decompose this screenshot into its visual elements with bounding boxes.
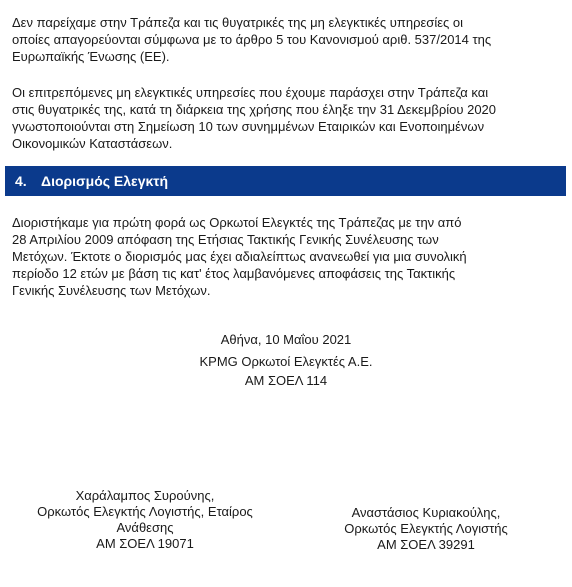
paragraph-non-audit-services: [12, 14, 564, 65]
text-line: 28 Απριλίου 2009 απόφαση της Ετήσιας Τακτικής Γενικής Συνέλευσης των: [12, 232, 439, 247]
signatory-registration: ΑΜ ΣΟΕΛ 19071: [96, 536, 194, 551]
paragraph-auditor-appointment: [12, 214, 564, 299]
section-title: Διορισμός Ελεγκτή: [41, 173, 169, 189]
text-line: στις θυγατρικές της, κατά τη διάρκεια της χρήσης που έληξε την 31 Δεκεμβρίου 2020: [12, 102, 497, 117]
signatory-name: Αναστάσιος Κυριακούλης,: [351, 505, 501, 520]
signature-block-right: [322, 505, 530, 553]
text-line: γνωστοποιούνται στη Σημείωση 10 των συνημμένων Εταιρικών και Ενοποιημένων: [12, 119, 485, 134]
signatory-registration: ΑΜ ΣΟΕΛ 39291: [377, 537, 475, 552]
signatory-title: Ορκωτός Ελεγκτής Λογιστής, Εταίρος: [37, 504, 253, 519]
text-line: Οι επιτρεπόμενες μη ελεγκτικές υπηρεσίες που έχουμε παράσχει στην Τράπεζα και: [12, 85, 489, 100]
text-line: Διοριστήκαμε για πρώτη φορά ως Ορκωτοί Ελεγκτές της Τράπεζας με την από: [12, 215, 462, 230]
signatory-title: Ορκωτός Ελεγκτής Λογιστής: [344, 521, 508, 536]
text-line: Οικονομικών Καταστάσεων.: [12, 136, 173, 151]
text-line: περίοδο 12 ετών με βάση τις κατ' έτος λαμβανόμενες αποφάσεις της Τακτικής: [12, 266, 456, 281]
place-and-date: Αθήνα, 10 Μαΐου 2021: [220, 332, 352, 347]
text-line: Γενικής Συνέλευσης των Μετόχων.: [12, 283, 211, 298]
text-line: Μετόχων. Έκτοτε ο διορισμός μας έχει αδιαλείπτως ανανεωθεί για μια συνολική: [12, 249, 467, 264]
audit-firm-block: [0, 352, 572, 390]
signatory-title: Ανάθεσης: [116, 520, 174, 535]
paragraph-permitted-services: [12, 84, 564, 152]
text-line: οποίες απαγορεύονται σύμφωνα με το άρθρο 5 του Κανονισμού αριθ. 537/2014 της: [12, 32, 492, 47]
text-line: Δεν παρείχαμε στην Τράπεζα και τις θυγατρικές της μη ελεγκτικές υπηρεσίες οι: [12, 15, 463, 30]
section-number: 4.: [15, 173, 27, 189]
text-line: Ευρωπαϊκής Ένωσης (ΕΕ).: [12, 49, 170, 64]
section-heading-bar: [5, 166, 566, 196]
signature-block-left: [14, 488, 276, 552]
signatory-name: Χαράλαμπος Συρούνης,: [75, 488, 215, 503]
firm-name: KPMG Ορκωτοί Ελεγκτές Α.Ε.: [199, 354, 373, 369]
firm-registration: ΑΜ ΣΟΕΛ 114: [244, 373, 328, 388]
